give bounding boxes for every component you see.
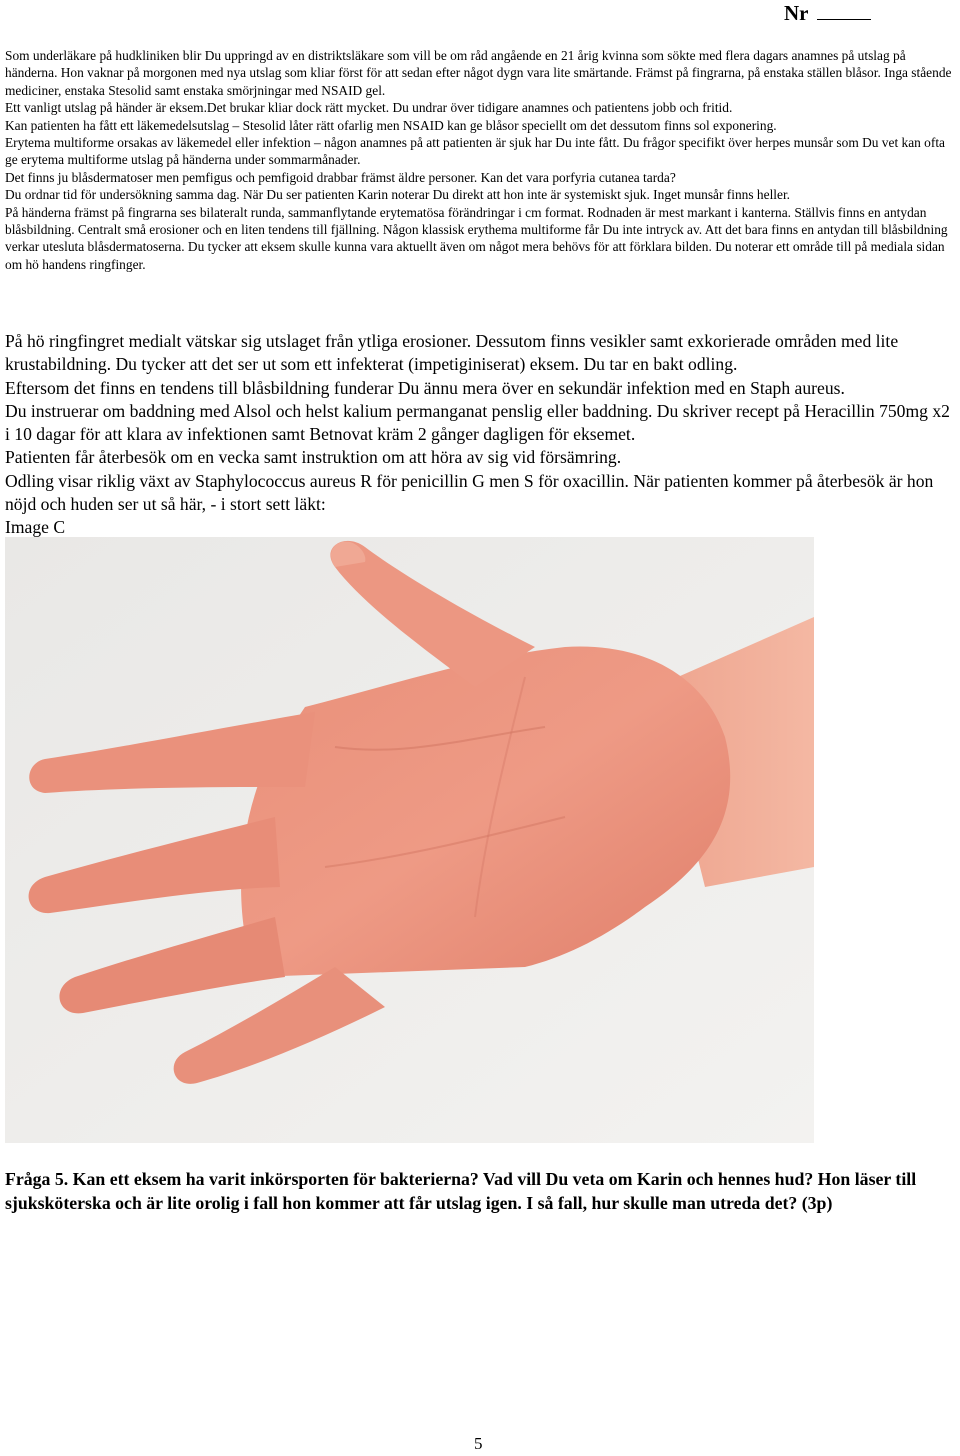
image-caption: Image C xyxy=(5,517,66,538)
intro-paragraph: Som underläkare på hudkliniken blir Du uppringd av en distriktsläkare som vill be om råd angående en 21 årig kvinna som sökte med flera dagars anamnes på utslag på händerna. Hon vaknar på morgonen med nya utslag som kliar först för att sedan efter något dygn vara lite smärtande. Främst på fingrarna, på enstaka ställen blåsor. Inga stående mediciner, enstaka Stesolid samt enstaka smörjningar med NSAID gel. xyxy=(5,48,952,98)
intro-paragraph: Det finns ju blåsdermatoser men pemfigus och pemfigoid drabbar främst äldre personer. Kan det vara porfyria cutanea tarda? xyxy=(5,169,676,185)
page-number: 5 xyxy=(474,1434,483,1453)
hand-photo xyxy=(5,537,814,1143)
followup-paragraph: Eftersom det finns en tendens till blåsbildning funderar Du ännu mera över en sekundär infektion med en Staph aureus. xyxy=(5,377,845,398)
case-followup xyxy=(5,330,957,540)
intro-paragraph: Kan patienten ha fått ett läkemedelsutslag – Stesolid låter rätt ofarlig men NSAID kan ge blåsor speciellt om det dessutom finns sol exponering. xyxy=(5,117,777,133)
nr-label: Nr xyxy=(784,1,809,25)
intro-paragraph: På händerna främst på fingrarna ses bilateralt runda, sammanflytande erytematösa förändringar i cm format. Rodnaden är mest markant i kanterna. Ställvis finns en antydan blåsbildning. Centralt små erosioner och en liten tendens till fjällning. Någon klassisk erythema multiforme får Du inte intryck av. Att det bara finns en antydan till blåsbildning verkar utesluta blåsdermatoserna. Du tycker att eksem skulle kunna vara aktuellt även om något mera behövs för att förklara bilden. Du noterar ett område till på mediala sidan om hö handens ringfinger. xyxy=(5,204,948,272)
followup-paragraph: På hö ringfingret medialt vätskar sig utslaget från ytliga erosioner. Dessutom finns vesikler samt exkorierade områden med lite krustabildning. Du tycker att det ser ut som ett infekterat (impetiginiserat) eksem. Du tar en bakt odling. xyxy=(5,331,899,375)
intro-paragraph: Ett vanligt utslag på händer är eksem.Det brukar kliar dock rätt mycket. Du undrar över tidigare anamnes och patientens jobb och fritid. xyxy=(5,100,733,116)
followup-paragraph: Patienten får återbesök om en vecka samt instruktion om att höra av sig vid försämring. xyxy=(5,447,622,468)
intro-paragraph: Erytema multiforme orsakas av läkemedel eller infektion – någon anamnes på att patienten är sjuk har Du inte fått. Du frågor specifikt över herpes munsår som Du vet kan ofta ge erytema multiforme utslag på händerna under sommarmånader. xyxy=(5,135,946,168)
question-5: Fråga 5. Kan ett eksem ha varit inkörsporten för bakterierna? Vad vill Du veta om Karin och hennes hud? Hon läser till sjuksköterska och är lite orolig i fall hon kommer att får utslag igen. I så fall, hur skulle man utreda det? (3p) xyxy=(5,1169,917,1213)
followup-paragraph: Odling visar riklig växt av Staphylococcus aureus R för penicillin G men S för oxacillin. När patienten kommer på återbesök är hon nöjd och huden ser ut så här, - i stort sett läkt: xyxy=(5,470,934,515)
intro-paragraph: Du ordnar tid för undersökning samma dag. När Du ser patienten Karin noterar Du direkt att hon inte är systemiskt sjuk. Inget munsår finns heller. xyxy=(5,187,791,203)
followup-paragraph: Du instruerar om baddning med Alsol och helst kalium permanganat penslig eller baddning. Du skriver recept på Heracillin 750mg x2 i 10 dagar för att klara av infektionen samt Betnovat kräm 2 gånger dagligen för eksemet. xyxy=(5,400,950,445)
case-intro xyxy=(5,47,957,273)
nr-blank-line xyxy=(817,5,871,20)
nr-field xyxy=(784,0,871,26)
